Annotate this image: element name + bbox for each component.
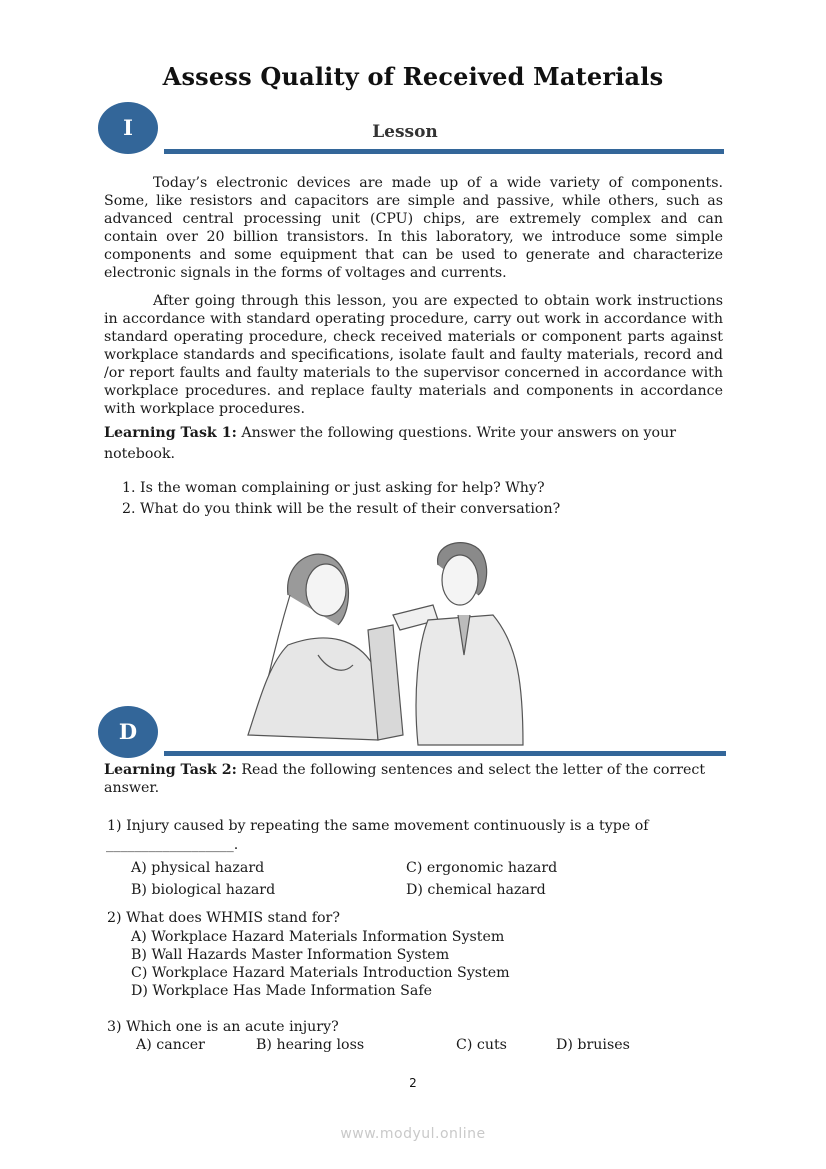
intro-paragraph-1: Today’s electronic devices are made up of a wide variety of components. Some, like resistors and capacitors are simple and passive, while others, such as advanced central processing unit (CPU) chips, are extremely complex and can contain over 20 billion transistors. In this laboratory, we introduce some simple components and some equipment that can be used to generate and characterize electronic signals in the forms of voltages and currents. [104, 175, 723, 281]
q2-option-c: C) Workplace Hazard Materials Introduction System [131, 965, 510, 981]
q1-option-c: C) ergonomic hazard [406, 860, 558, 876]
task2-question-2: 2) What does WHMIS stand for? [107, 910, 340, 926]
conversation-illustration [228, 535, 528, 751]
man-figure [416, 543, 523, 745]
task2-question-3: 3) Which one is an acute injury? [107, 1019, 339, 1035]
q3-option-b: B) hearing loss [256, 1037, 365, 1053]
task2-question-1-blank: __________________. [106, 837, 239, 853]
task2-instruction-text: Read the following sentences and select the letter of the correct [236, 762, 706, 778]
q1-option-a: A) physical hazard [131, 860, 265, 876]
q1-option-b: B) biological hazard [131, 882, 276, 898]
section-divider-lesson [164, 149, 724, 154]
q3-option-d: D) bruises [556, 1037, 630, 1053]
task2-question-1: 1) Injury caused by repeating the same movement continuously is a type of [107, 818, 649, 834]
task1-instruction-text: Answer the following questions. Write your answers on your [236, 425, 677, 441]
q2-option-d: D) Workplace Has Made Information Safe [131, 983, 432, 999]
woman-figure [248, 554, 378, 740]
q1-option-d: D) chemical hazard [406, 882, 546, 898]
section-badge-discover: D [98, 706, 158, 758]
task2-label: Learning Task 2: [104, 762, 237, 778]
page-title: Assess Quality of Received Materials [162, 62, 664, 91]
task1-question-1: 1. Is the woman complaining or just asking for help? Why? [122, 480, 545, 496]
task2-instruction [104, 761, 705, 779]
intro-paragraph-2: After going through this lesson, you are expected to obtain work instructions in accordance with standard operating procedure, carry out work in accordance with standard operating procedure, check received materials or component parts against workplace standards and specifications, isolate fault and faulty materials, record and /or report faults and faulty materials to the supervisor concerned in accordance with workplace procedures. and replace faulty materials and components in accordance with workplace procedures. [104, 293, 723, 417]
task1-instruction [104, 424, 676, 442]
q2-option-b: B) Wall Hazards Master Information System [131, 947, 450, 963]
watermark: www.modyul.online [340, 1126, 486, 1142]
q3-option-c: C) cuts [456, 1037, 507, 1053]
section-badge-lesson: I [98, 102, 158, 154]
page-number: 2 [409, 1076, 417, 1090]
task2-instruction-cont: answer. [104, 780, 160, 796]
section-heading-lesson: Lesson [372, 122, 438, 142]
q3-option-a: A) cancer [136, 1037, 205, 1053]
q2-option-a: A) Workplace Hazard Materials Information System [131, 929, 505, 945]
section-divider-discover [164, 751, 726, 756]
task1-question-2: 2. What do you think will be the result of their conversation? [122, 501, 561, 517]
task1-label: Learning Task 1: [104, 425, 237, 441]
task1-instruction-cont: notebook. [104, 446, 176, 462]
